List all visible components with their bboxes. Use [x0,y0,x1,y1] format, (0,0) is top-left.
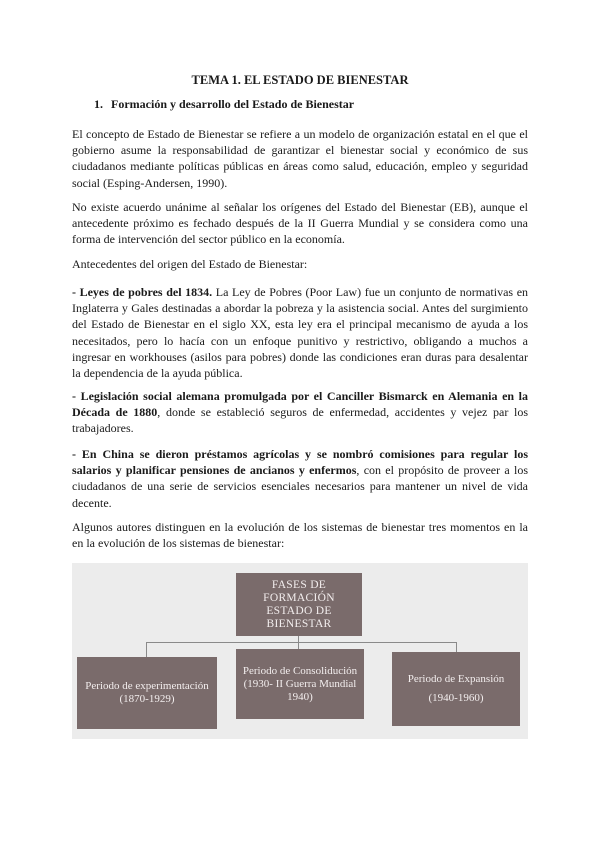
document-title: TEMA 1. EL ESTADO DE BIENESTAR [191,73,409,87]
phase3-years: (1940-1960) [428,692,484,704]
phase1-name: Periodo de experimentación [85,680,209,692]
phase2-name: Periodo de Consolidución [242,664,358,677]
bismarck-heading: - Legislación social alemana promulgada por el Canciller Bismarck en Alemania en la Década de 1880 [72,389,528,420]
poor-law-heading: - Leyes de pobres del 1834. [72,285,213,299]
connector-horizontal [146,642,457,643]
phase3-name: Periodo de Expansión [407,673,505,685]
phase-consolidation-box [236,649,364,719]
china-heading: - En China se dieron préstamos agrícolas y se nombró comisiones para regular los salarios y planificar pensiones de ancianos y enfermos [72,447,528,478]
phase1-years: (1870-1929) [119,693,175,705]
phases-root-line1: FASES DE FORMACIÓN [263,578,335,604]
paragraph-antecedents-intro: Antecedentes del origen del Estado de Bienestar: [72,257,308,271]
phase-expansion-box [392,652,520,726]
paragraph-bismarck [72,388,528,437]
paragraph-origins: No existe acuerdo unánime al señalar los orígenes del Estado del Bienestar (EB), aunque el antecedente próximo es fechado después de la II Guerra Mundial y se considera como una forma de intervención del sector público en la economía. [72,200,528,247]
china-text: , con el propósito de proveer a los ciudadanos de una serie de servicios esenciales necesarios para mantener un nivel de vida decente. [72,463,528,510]
phases-diagram [72,563,528,739]
section-number: 1. [94,97,103,111]
paragraph-poor-law [72,284,528,381]
phases-root-box [236,573,362,636]
paragraph-definition: El concepto de Estado de Bienestar se refiere a un modelo de organización estatal en el que el gobierno asume la responsabilidad de garantizar el bienestar social y económico de sus ciudadanos mediante políticas públicas en áreas como salud, educación, empleo y seguridad social (Esping-Andersen, 1990). [72,127,528,190]
connector-left [146,642,147,657]
phase-experimentation-box [77,657,217,729]
section-heading [94,97,354,112]
phases-root-line2: ESTADO DE BIENESTAR [266,604,332,630]
phase2-years-a: (1930- II Guerra Mundial [243,677,357,690]
bismarck-text: , donde se estableció seguros de enfermedad, accidentes y vejez par los trabajadores. [72,405,528,436]
phase2-years-b: 1940) [287,690,313,703]
paragraph-phases-intro: Algunos autores distinguen en la evolución de los sistemas de bienestar tres momentos en la en la evolución de los sistemas de bienestar: [72,520,528,551]
section-heading-text: Formación y desarrollo del Estado de Bienestar [111,97,355,111]
connector-middle [298,642,299,649]
connector-right [456,642,457,652]
poor-law-text: La Ley de Pobres (Poor Law) fue un conjunto de normativas en Inglaterra y Gales destinadas a abordar la pobreza y la asistencia social. Antes del surgimiento del Estado de Bienestar en el siglo XX, esta ley era el principal mecanismo de ayuda a los necesitados, pero lo hacía con un enfoque punitivo y restrictivo, obligando a muchos a ingresar en workhouses (asilos para pobres) donde las condiciones eran duras para desalentar la dependencia de la ayuda pública. [72,285,529,381]
paragraph-china [72,446,528,511]
